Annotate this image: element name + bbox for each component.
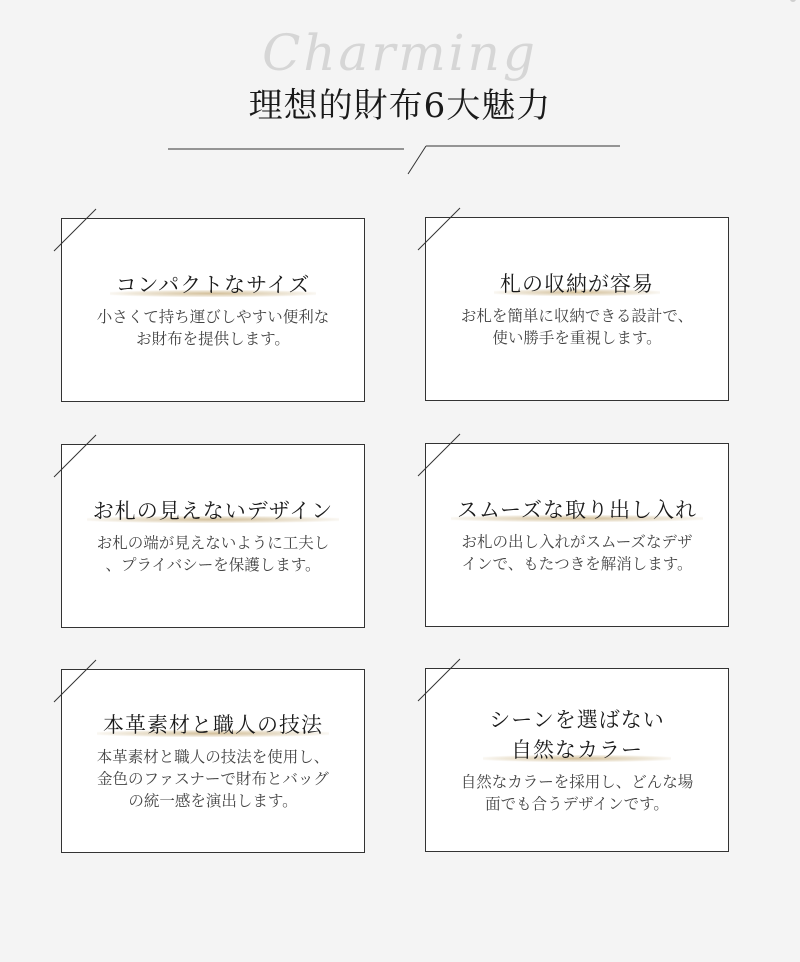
page-title: 理想的財布6大魅力	[248, 86, 552, 126]
script-title: Charming	[262, 24, 538, 82]
corner-slash-icon	[52, 209, 96, 253]
corner-slash-icon	[52, 435, 96, 479]
feature-title: シーンを選ばない 自然なカラー	[483, 705, 671, 765]
feature-title: スムーズな取り出し入れ	[451, 495, 703, 525]
feature-card-natural-color	[425, 668, 729, 852]
feature-description: お札の出し入れがスムーズなデザ インで、もたつきを解消します。	[461, 533, 693, 573]
feature-card-compact-size	[61, 218, 365, 402]
corner-slash-icon	[416, 434, 460, 478]
title-divider	[0, 0, 800, 200]
feature-card-hidden-bills	[61, 444, 365, 628]
corner-slash-icon	[52, 660, 96, 704]
feature-title: お札の見えないデザイン	[87, 496, 340, 526]
feature-description: 小さくて持ち運びしやすい便利な お財布を提供します。	[96, 308, 330, 348]
feature-description: 本革素材と職人の技法を使用し、 金色のファスナーで財布とバッグ の統一感を演出します。	[96, 748, 330, 810]
feature-card-smooth-access	[425, 443, 729, 627]
feature-title: 札の収納が容易	[494, 269, 660, 299]
feature-description: お札を簡単に収納できる設計で、 使い勝手を重視します。	[460, 307, 694, 347]
corner-slash-icon	[416, 208, 460, 252]
feature-description: お札の端が見えないように工夫し 、プライバシーを保護します。	[96, 534, 330, 574]
feature-card-leather-craft	[61, 669, 365, 853]
corner-slash-icon	[416, 659, 460, 703]
feature-description: 自然なカラーを採用し、どんな場 面でも合うデザインです。	[460, 773, 694, 813]
feature-title: コンパクトなサイズ	[110, 270, 317, 300]
feature-title: 本革素材と職人の技法	[97, 710, 329, 740]
feature-card-easy-storage	[425, 217, 729, 401]
